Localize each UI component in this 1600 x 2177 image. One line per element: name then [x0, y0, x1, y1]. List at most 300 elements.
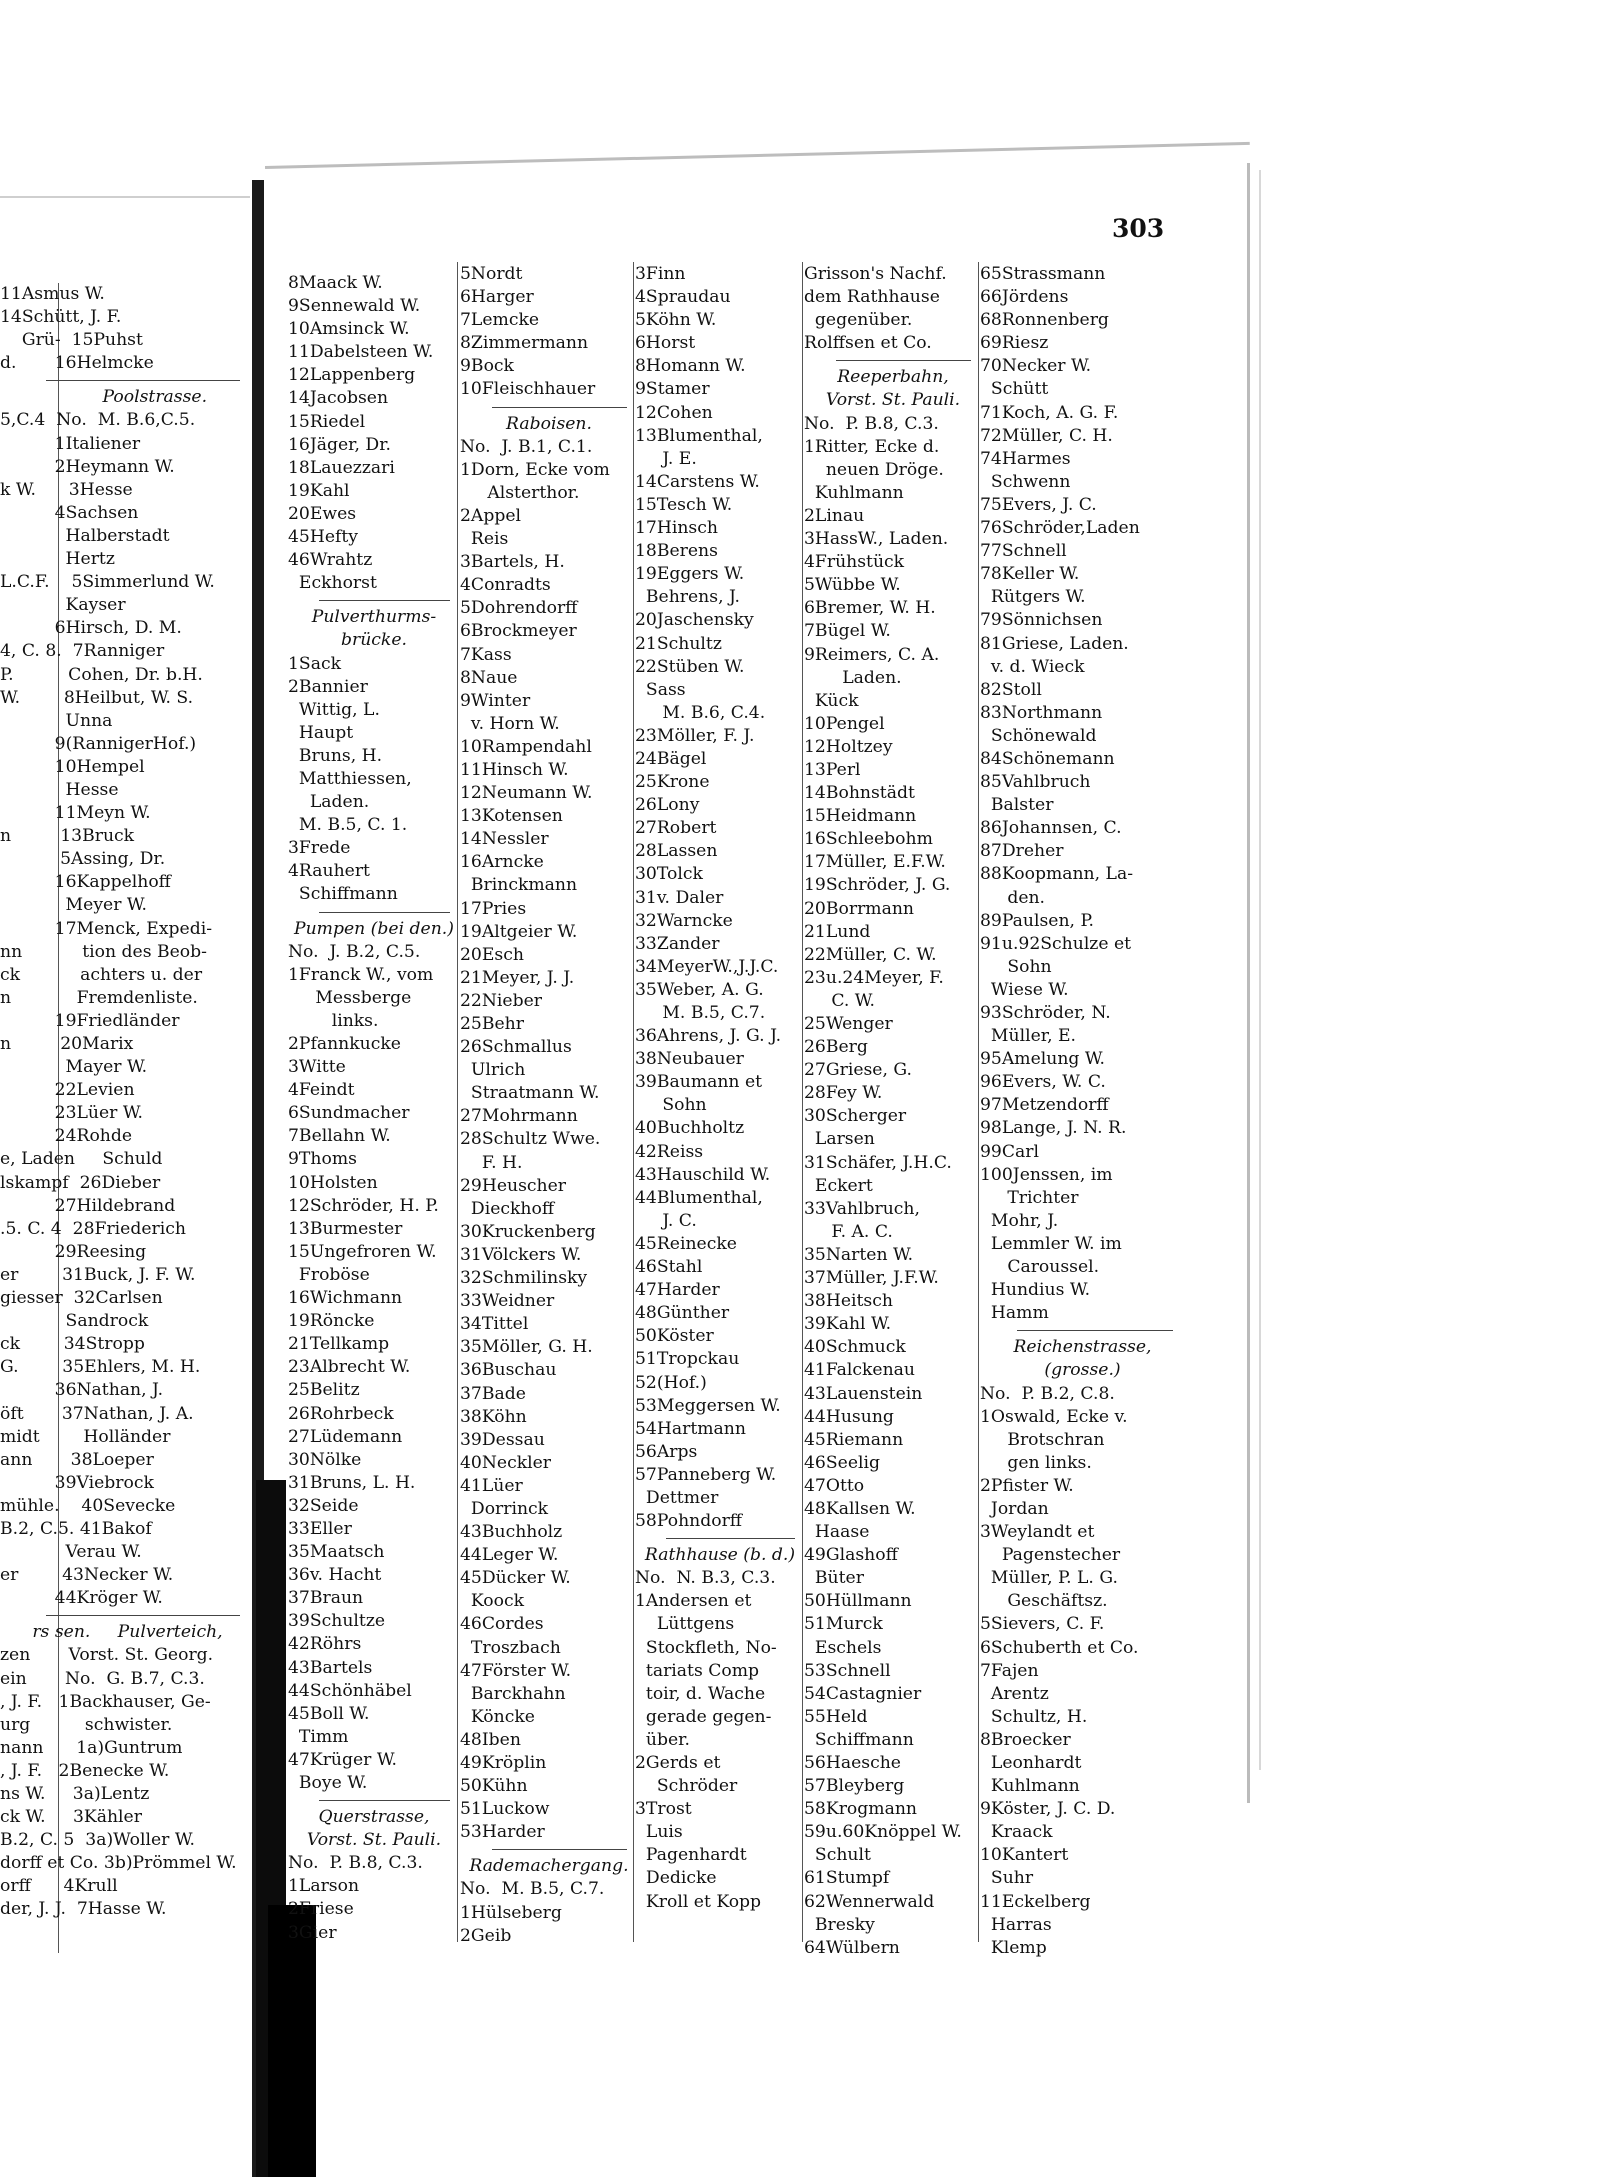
directory-entry: 87Dreher — [980, 841, 1064, 862]
directory-entry: Kraack — [980, 1822, 1053, 1843]
directory-entry: 8Broecker — [980, 1729, 1071, 1750]
directory-entry: 26Schmallus — [460, 1037, 572, 1058]
directory-entry: Hertz — [0, 549, 115, 570]
directory-entry: Reis — [460, 529, 509, 550]
directory-entry: 1Dorn, Ecke vom — [460, 459, 610, 480]
directory-entry: Halberstadt — [0, 525, 170, 546]
directory-entry: Brinckmann — [460, 875, 578, 896]
directory-entry: 78Keller W. — [980, 564, 1080, 585]
page-edge-right — [1247, 163, 1250, 1803]
directory-entry: 8Naue — [460, 667, 518, 688]
directory-entry: 22Müller, C. W. — [804, 944, 937, 965]
directory-entry: orff 4Krull — [0, 1876, 118, 1897]
directory-entry: 2Pfannkucke — [288, 1034, 401, 1054]
directory-entry: 26Berg — [804, 1037, 868, 1058]
directory-entry: Kuhlmann — [980, 1776, 1080, 1797]
directory-entry: midt Holländer — [0, 1426, 171, 1447]
directory-entry: 19Altgeier W. — [460, 921, 578, 942]
directory-entry: 2Bannier — [288, 676, 368, 697]
directory-entry: Mayer W. — [0, 1057, 148, 1078]
directory-entry: n 13Bruck — [0, 826, 135, 847]
directory-entry: 1Franck W., vom — [288, 964, 434, 985]
directory-entry: 66Jördens — [980, 287, 1069, 308]
directory-entry: 97Metzendorff — [980, 1095, 1109, 1116]
directory-entry: J. C. — [635, 1210, 697, 1231]
directory-entry: Wiese W. — [980, 979, 1069, 1000]
directory-entry: 21Meyer, J. J. — [460, 967, 575, 988]
directory-entry: 47Otto — [804, 1475, 865, 1496]
directory-entry: 22Levien — [0, 1080, 135, 1101]
directory-entry: 6Horst — [635, 333, 696, 354]
directory-entry: nann 1a)Guntrum — [0, 1737, 183, 1758]
directory-entry: 19Friedländer — [0, 1010, 180, 1031]
directory-entry: Boye W. — [288, 1773, 368, 1793]
directory-entry: Sandrock — [0, 1311, 149, 1332]
directory-entry: 3Gier — [288, 1922, 337, 1943]
directory-entry: 10Rampendahl — [460, 736, 592, 757]
directory-entry: mühle. 40Sevecke — [0, 1495, 176, 1516]
directory-entry: Schütt — [980, 379, 1049, 400]
street-heading: Rademachergang. — [469, 1856, 629, 1877]
directory-entry: Jordan — [980, 1498, 1049, 1519]
directory-entry: , J. F. 1Backhauser, Ge- — [0, 1691, 211, 1712]
directory-entry: Dieckhoff — [460, 1198, 555, 1219]
directory-entry: 25Wenger — [804, 1014, 893, 1034]
directory-entry: 34Tittel — [460, 1314, 529, 1335]
directory-entry: 31Bruns, L. H. — [288, 1472, 416, 1493]
directory-entry: No. P. B.8, C.3. — [804, 413, 939, 434]
directory-entry: 46Cordes — [460, 1614, 544, 1635]
directory-entry: 5Sievers, C. F. — [980, 1614, 1105, 1635]
directory-entry: 5Köhn W. — [635, 310, 717, 331]
directory-entry: 14Bohnstädt — [804, 783, 915, 804]
directory-entry: 40Buchholtz — [635, 1118, 745, 1139]
directory-entry: 10Hempel — [0, 756, 145, 777]
directory-entry: 91u.92Schulze et — [980, 933, 1132, 954]
directory-entry: 27Robert — [635, 818, 717, 839]
directory-entry: Sass — [635, 679, 686, 700]
directory-entry: 10Holsten — [288, 1172, 378, 1193]
directory-entry: er 31Buck, J. F. W. — [0, 1264, 196, 1285]
directory-entry: 69Riesz — [980, 333, 1049, 354]
directory-entry: 85Vahlbruch — [980, 772, 1091, 793]
directory-entry: 12Holtzey — [804, 736, 893, 757]
directory-entry: Büter — [804, 1568, 864, 1589]
directory-entry: No. J. B.1, C.1. — [460, 436, 593, 457]
directory-entry: Schiffmann — [804, 1729, 914, 1750]
directory-entry: toir, d. Wache — [635, 1683, 766, 1704]
directory-entry: F. A. C. — [804, 1221, 893, 1242]
directory-entry: 13Burmester — [288, 1218, 403, 1239]
directory-entry: 46Wrahtz — [288, 550, 373, 571]
directory-entry: 10Fleischhauer — [460, 379, 596, 400]
directory-entry: 14Nessler — [460, 829, 549, 850]
directory-entry: 4Sachsen — [0, 502, 139, 523]
directory-entry: 51Tropckau — [635, 1349, 740, 1370]
directory-entry: 3Frede — [288, 838, 351, 859]
directory-entry: 51Murck — [804, 1614, 883, 1635]
directory-entry: Larsen — [804, 1129, 875, 1150]
directory-entry: 7Kass — [460, 644, 512, 665]
directory-entry: Luis — [635, 1822, 683, 1843]
directory-entry: 45Riemann — [804, 1429, 904, 1450]
directory-entry: 11Eckelberg — [980, 1891, 1091, 1912]
directory-entry: Geschäftsz. — [980, 1591, 1108, 1612]
directory-entry: Müller, P. L. G. — [980, 1568, 1118, 1589]
directory-entry: 23Möller, F. J. — [635, 725, 755, 746]
directory-entry: Barckhahn — [460, 1683, 566, 1704]
directory-entry: gerade gegen- — [635, 1706, 772, 1727]
directory-entry: Verau W. — [0, 1542, 142, 1563]
section-divider — [288, 907, 460, 918]
directory-entry: .5. C. 4 28Friederich — [0, 1218, 186, 1239]
directory-entry: Lüttgens — [635, 1614, 735, 1635]
directory-entry: Froböse — [288, 1264, 370, 1285]
directory-entry: 5Dohrendorff — [460, 598, 578, 619]
street-heading: Reichenstrasse, — [1013, 1337, 1152, 1358]
directory-entry: 9(RannigerHof.) — [0, 733, 197, 754]
directory-entry: 3Weylandt et — [980, 1522, 1095, 1543]
directory-entry: gegenüber. — [804, 310, 913, 331]
directory-entry: No. M. B.5, C.7. — [460, 1879, 605, 1900]
directory-entry: 20Jaschensky — [635, 610, 754, 631]
directory-entry: Suhr — [980, 1868, 1034, 1889]
directory-entry: 40Schmuck — [804, 1337, 906, 1358]
directory-entry: 62Wennerwald — [804, 1891, 935, 1912]
directory-entry: Haupt — [288, 722, 354, 743]
directory-entry: 35Weber, A. G. — [635, 979, 764, 1000]
directory-entry: 32Schmilinsky — [460, 1268, 588, 1289]
directory-entry: 88Koopmann, La- — [980, 864, 1134, 885]
directory-entry: 39Schultze — [288, 1611, 386, 1632]
directory-entry: 32Seide — [288, 1495, 359, 1516]
directory-entry: 27Lüdemann — [288, 1426, 403, 1447]
directory-entry: ein No. G. B.7, C.3. — [0, 1668, 205, 1689]
directory-entry: Caroussel. — [980, 1257, 1100, 1278]
directory-entry: 22Stüben W. — [635, 656, 745, 677]
directory-entry: 48Iben — [460, 1729, 521, 1750]
directory-entry: 84Schönemann — [980, 748, 1115, 769]
directory-entry: 30Nölke — [288, 1449, 362, 1470]
directory-entry: 14Schütt, J. F. — [0, 307, 122, 328]
directory-entry: 43Hauschild W. — [635, 1164, 771, 1185]
directory-entry: 32Warncke — [635, 910, 733, 931]
directory-entry: Müller, E. — [980, 1026, 1077, 1047]
street-heading: rs sen. Pulverteich, — [32, 1622, 223, 1643]
directory-entry: 45Hefty — [288, 527, 359, 548]
directory-entry: 7Bügel W. — [804, 621, 891, 642]
directory-entry: 23u.24Meyer, F. — [804, 967, 944, 988]
street-heading: Querstrasse, — [318, 1807, 430, 1828]
directory-entry: giesser 32Carlsen — [0, 1288, 163, 1309]
directory-entry: 43Bartels — [288, 1657, 373, 1678]
directory-entry: P. Cohen, Dr. b.H. — [0, 664, 203, 685]
directory-entry: 29Heuscher — [460, 1175, 567, 1196]
directory-entry: 43Buchholz — [460, 1522, 563, 1543]
directory-entry: 1Sack — [288, 653, 341, 674]
directory-entry: Kroll et Kopp — [635, 1891, 762, 1912]
directory-entry: 68Ronnenberg — [980, 310, 1109, 331]
directory-entry: 12Lappenberg — [288, 365, 416, 386]
directory-entry: den. — [980, 887, 1046, 908]
directory-entry: Troszbach — [460, 1637, 561, 1658]
directory-entry: 36Ahrens, J. G. J. — [635, 1026, 782, 1047]
directory-entry: 3Trost — [635, 1799, 692, 1820]
directory-entry: 24Rohde — [0, 1126, 133, 1147]
directory-entry: 7Lemcke — [460, 310, 540, 331]
directory-entry: 45Reinecke — [635, 1233, 737, 1254]
directory-entry: 4Conradts — [460, 575, 551, 596]
street-heading: Vorst. St. Pauli. — [825, 390, 961, 411]
section-divider — [635, 1533, 805, 1544]
directory-entry: 9Köster, J. C. D. — [980, 1799, 1116, 1820]
directory-entry: 57Bleyberg — [804, 1776, 905, 1797]
directory-entry: neuen Dröge. — [804, 459, 944, 480]
street-heading: Rathhause (b. d.) — [644, 1545, 796, 1566]
directory-entry: C. W. — [804, 990, 875, 1011]
directory-entry: 6Harger — [460, 287, 534, 308]
directory-entry: 50Köster — [635, 1326, 714, 1347]
directory-entry: 93Schröder, N. — [980, 1003, 1111, 1023]
book-spine-shadow-bottom — [268, 1905, 316, 2177]
directory-entry: dem Rathhause — [804, 287, 940, 308]
directory-entry: 20Esch — [460, 944, 524, 965]
directory-entry: 31v. Daler — [635, 887, 724, 908]
directory-entry: 30Tolck — [635, 864, 703, 885]
directory-entry: links. — [288, 1010, 379, 1031]
directory-column-1 — [288, 272, 460, 1945]
directory-entry: Leonhardt — [980, 1753, 1082, 1773]
directory-entry: 50Kühn — [460, 1776, 528, 1797]
directory-entry: 1Ritter, Ecke d. — [804, 436, 940, 457]
section-divider — [288, 595, 460, 606]
directory-entry: Kayser — [0, 595, 126, 616]
directory-entry: Laden. — [288, 792, 370, 813]
directory-entry: No. J. B.2, C.5. — [288, 941, 421, 962]
directory-entry: 12Cohen — [635, 402, 713, 423]
directory-entry: e, Laden Schuld — [0, 1149, 163, 1170]
directory-entry: 44Kröger W. — [0, 1588, 163, 1609]
directory-entry: 3Bartels, H. — [460, 552, 565, 573]
directory-entry: 7Bellahn W. — [288, 1126, 391, 1147]
directory-entry: 75Evers, J. C. — [980, 494, 1097, 515]
section-divider — [460, 402, 638, 413]
directory-entry: 27Hildebrand — [0, 1195, 176, 1216]
directory-column-3 — [635, 263, 805, 1914]
directory-entry: tariats Comp — [635, 1660, 760, 1681]
directory-entry: 2Appel — [460, 505, 522, 526]
directory-entry: 38Neubauer — [635, 1049, 744, 1070]
directory-entry: 6Hirsch, D. M. — [0, 618, 182, 639]
directory-entry: 12Schröder, H. P. — [288, 1195, 439, 1216]
directory-entry: 44Blumenthal, — [635, 1187, 763, 1208]
directory-entry: er 43Necker W. — [0, 1565, 174, 1586]
directory-entry: Köncke — [460, 1706, 535, 1727]
section-divider — [460, 1844, 638, 1855]
directory-entry: 53Schnell — [804, 1660, 891, 1681]
directory-entry: 95Amelung W. — [980, 1049, 1105, 1070]
directory-entry: 76Schröder,Laden — [980, 518, 1140, 539]
directory-entry: der, J. J. 7Hasse W. — [0, 1899, 167, 1920]
directory-entry: 9Sennewald W. — [288, 296, 421, 317]
directory-entry: 1Italiener — [0, 433, 141, 454]
directory-entry: 82Stoll — [980, 679, 1042, 700]
directory-entry: 31Schäfer, J.H.C. — [804, 1152, 952, 1173]
directory-entry: 43Lauenstein — [804, 1383, 923, 1404]
directory-entry: 56Arps — [635, 1441, 698, 1462]
directory-entry: urg schwister. — [0, 1714, 173, 1735]
directory-entry: Mohr, J. — [980, 1210, 1059, 1231]
directory-entry: 21Schultz — [635, 633, 722, 654]
directory-entry: Haase — [804, 1522, 870, 1543]
directory-entry: 42Röhrs — [288, 1634, 362, 1655]
directory-entry: 33Weidner — [460, 1291, 555, 1312]
directory-entry: Trichter — [980, 1187, 1079, 1208]
directory-entry: 5Assing, Dr. — [0, 849, 166, 870]
directory-entry: 38Köhn — [460, 1406, 527, 1427]
directory-entry: 6Sundmacher — [288, 1103, 410, 1124]
directory-entry: 47Krüger W. — [288, 1749, 397, 1770]
directory-entry: 17Müller, E.F.W. — [804, 852, 946, 873]
directory-entry: 10Kantert — [980, 1845, 1069, 1866]
directory-entry: 30Kruckenberg — [460, 1221, 596, 1242]
directory-entry: 14Jacobsen — [288, 388, 389, 409]
directory-entry: Arentz — [980, 1683, 1049, 1704]
street-heading: brücke. — [341, 630, 407, 651]
directory-entry: 96Evers, W. C. — [980, 1072, 1106, 1093]
directory-entry: 48Günther — [635, 1303, 730, 1324]
directory-entry: 51Luckow — [460, 1799, 550, 1820]
directory-entry: 64Wülbern — [804, 1937, 900, 1958]
directory-entry: 36Nathan, J. — [0, 1380, 164, 1401]
directory-entry: 16Schleebohm — [804, 829, 933, 850]
directory-entry: 30Scherger — [804, 1106, 907, 1127]
directory-entry: Kuhlmann — [804, 482, 904, 503]
directory-entry: 56Haesche — [804, 1753, 901, 1773]
directory-entry: zen Vorst. St. Georg. — [0, 1645, 214, 1666]
directory-entry: 13Kotensen — [460, 806, 563, 827]
directory-entry: Lemmler W. im — [980, 1233, 1122, 1254]
directory-entry: 14Carstens W. — [635, 471, 760, 492]
directory-entry: 79Sönnichsen — [980, 610, 1103, 631]
directory-entry: 28Schultz Wwe. — [460, 1129, 601, 1150]
directory-entry: 58Pohndorff — [635, 1511, 743, 1532]
directory-entry: 1Hülseberg — [460, 1902, 562, 1923]
directory-entry: 3HassW., Laden. — [804, 529, 949, 550]
directory-entry: 39Viebrock — [0, 1472, 154, 1493]
directory-entry: 23Albrecht W. — [288, 1357, 411, 1378]
street-heading: Pumpen (bei den.) — [294, 918, 454, 939]
directory-entry: 55Held — [804, 1706, 868, 1727]
directory-entry: 27Mohrmann — [460, 1106, 578, 1127]
directory-entry: Alsterthor. — [460, 482, 580, 503]
directory-entry: 81Griese, Laden. — [980, 633, 1129, 654]
directory-entry: 54Hartmann — [635, 1418, 746, 1439]
directory-entry: 11Dabelsteen W. — [288, 342, 434, 363]
directory-entry: Eschels — [804, 1637, 882, 1658]
directory-entry: 17Menck, Expedi- — [0, 918, 213, 939]
directory-entry: 11Asmus W. — [0, 284, 105, 304]
directory-entry: 41Falckenau — [804, 1360, 915, 1381]
directory-entry: 15Heidmann — [804, 806, 917, 827]
directory-entry: gen links. — [980, 1452, 1092, 1473]
directory-entry: 49Glashoff — [804, 1545, 898, 1566]
directory-entry: No. N. B.3, C.3. — [635, 1568, 776, 1589]
directory-entry: Stockfleth, No- — [635, 1637, 777, 1658]
directory-entry: 21Tellkamp — [288, 1334, 390, 1355]
directory-entry: 46Stahl — [635, 1257, 703, 1278]
directory-entry: 44Schönhäbel — [288, 1680, 412, 1701]
directory-entry: 44Leger W. — [460, 1545, 559, 1566]
directory-entry: W. 8Heilbut, W. S. — [0, 687, 194, 708]
directory-entry: ns W. 3a)Lentz — [0, 1784, 150, 1804]
directory-entry: 19Schröder, J. G. — [804, 875, 951, 896]
directory-entry: Schultz, H. — [980, 1706, 1088, 1727]
directory-entry: 3Finn — [635, 264, 686, 284]
directory-entry: 25Krone — [635, 772, 710, 793]
directory-entry: 5Nordt — [460, 264, 523, 284]
directory-entry: 10Pengel — [804, 713, 885, 734]
directory-entry: 8Homann W. — [635, 356, 746, 377]
directory-entry: 58Krogmann — [804, 1799, 917, 1820]
directory-entry: ann 38Loeper — [0, 1449, 154, 1470]
street-heading: Reeperbahn, — [837, 367, 949, 388]
directory-entry: Rütgers W. — [980, 587, 1086, 608]
directory-entry: 34MeyerW.,J.J.C. — [635, 956, 779, 977]
directory-entry: 12Neumann W. — [460, 783, 593, 804]
directory-entry: 39Baumann et — [635, 1072, 763, 1093]
directory-entry: 61Stumpf — [804, 1868, 890, 1889]
directory-entry: 2Gerds et — [635, 1753, 721, 1773]
directory-entry: 4Rauhert — [288, 861, 370, 882]
directory-entry: B.2, C.5. 41Bakof — [0, 1518, 152, 1539]
directory-entry: Bruns, H. — [288, 745, 383, 766]
directory-entry: 72Müller, C. H. — [980, 425, 1113, 446]
directory-entry: Koock — [460, 1591, 525, 1612]
directory-entry: Sohn — [980, 956, 1052, 977]
directory-entry: 36Buschau — [460, 1360, 557, 1381]
left-page-column — [0, 283, 255, 1922]
directory-entry: Dorrinck — [460, 1498, 549, 1519]
directory-entry: v. Horn W. — [460, 713, 560, 734]
section-divider — [804, 355, 982, 366]
directory-entry: 42Reiss — [635, 1141, 704, 1162]
directory-entry: 13Blumenthal, — [635, 425, 763, 446]
directory-entry: öft 37Nathan, J. A. — [0, 1403, 194, 1424]
directory-column-5 — [980, 263, 1185, 1960]
directory-entry: 4Spraudau — [635, 287, 731, 308]
directory-entry: 39Kahl W. — [804, 1314, 892, 1335]
directory-entry: Hundius W. — [980, 1280, 1091, 1301]
directory-entry: lskampf 26Dieber — [0, 1172, 161, 1193]
directory-entry: 33Zander — [635, 933, 720, 954]
directory-entry: 18Lauezzari — [288, 457, 395, 478]
directory-entry: 9Reimers, C. A. — [804, 644, 940, 665]
directory-entry: 33Vahlbruch, — [804, 1198, 920, 1219]
directory-entry: 47Harder — [635, 1280, 720, 1301]
street-heading: Pulverthurms- — [311, 607, 437, 628]
directory-entry: 8Zimmermann — [460, 333, 589, 354]
directory-entry: 16Arncke — [460, 852, 544, 873]
directory-entry: 35Möller, G. H. — [460, 1337, 593, 1358]
directory-entry: v. d. Wieck — [980, 656, 1085, 677]
directory-entry: 28Fey W. — [804, 1083, 883, 1104]
directory-entry: Rolffsen et Co. — [804, 333, 932, 354]
directory-entry: 19Röncke — [288, 1311, 375, 1332]
directory-entry: 17Pries — [460, 898, 527, 919]
page-edge-right-shadow — [1259, 170, 1261, 1770]
directory-entry: über. — [635, 1729, 690, 1750]
